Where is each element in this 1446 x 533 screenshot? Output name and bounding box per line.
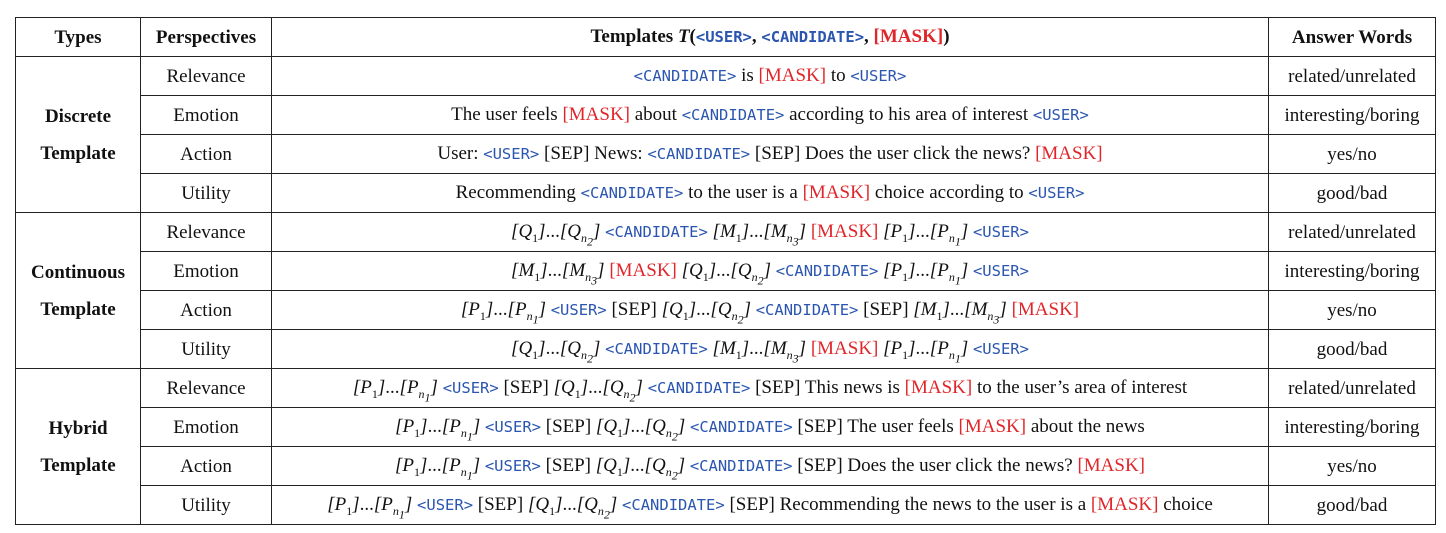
table-row (16, 96, 1436, 135)
user-token: <USER> (850, 67, 907, 85)
template-text: choice (1163, 494, 1213, 515)
template-cell (272, 291, 1269, 330)
template-cell (272, 330, 1269, 369)
prompt-p-range: $[P_1]...[P_{n_1}]$ (883, 221, 969, 249)
perspective-cell: Utility (141, 486, 272, 525)
template-text: about (634, 104, 677, 125)
mask-token: [MASK] (1035, 143, 1103, 164)
mask-token: [MASK] (904, 377, 973, 398)
prompt-q-range: $[Q_1]...[Q_{n_2}]$ (595, 416, 686, 444)
prompt-q-range: $[Q_1]...[Q_{n_2}]$ (511, 338, 601, 366)
candidate-token: <CANDIDATE> (755, 301, 859, 319)
template-text: [SEP] News: (544, 143, 643, 164)
template-cell (272, 213, 1269, 252)
prompt-q-range: $[Q_1]...[Q_{n_2}]$ (681, 260, 771, 288)
table-row (16, 447, 1436, 486)
prompt-p-range: $[P_1]...[P_{n_1}]$ (327, 494, 413, 522)
template-text: choice according to (874, 182, 1024, 203)
sep-token: [SEP] (863, 299, 909, 320)
user-token: <USER> (972, 340, 1029, 358)
template-text: about the news (1030, 416, 1145, 437)
answer-cell: interesting/boring (1269, 252, 1436, 291)
candidate-token: <CANDIDATE> (605, 223, 708, 241)
template-text: The user feels (451, 104, 558, 125)
type-label-line1: Continuous (31, 261, 125, 283)
user-token: <USER> (442, 379, 499, 397)
perspective-cell: Emotion (141, 96, 272, 135)
header-templates (272, 18, 1269, 57)
template-text: [SEP] Recommending the news to the user is a (729, 494, 1087, 515)
header-close-paren: ) (943, 26, 950, 47)
template-text: User: (437, 143, 479, 164)
answer-cell: good/bad (1269, 174, 1436, 213)
header-types: Types (16, 18, 141, 57)
prompt-p-range: $[P_1]...[P_{n_1}]$ (883, 338, 969, 366)
user-token: <USER> (417, 496, 474, 514)
mask-token: [MASK] (1011, 299, 1080, 320)
mask-token: [MASK] (1077, 455, 1145, 476)
table-row (16, 486, 1436, 525)
answer-cell: related/unrelated (1269, 57, 1436, 96)
candidate-token: <CANDIDATE> (647, 379, 751, 397)
type-cell-discrete (16, 57, 141, 213)
table-row (16, 174, 1436, 213)
perspective-cell: Relevance (141, 57, 272, 96)
prompt-p-range: $[P_1]...[P_{n_1}]$ (460, 299, 546, 327)
candidate-token: <CANDIDATE> (605, 340, 708, 358)
template-text: [SEP] The user feels (797, 416, 954, 437)
mask-token: [MASK] (810, 338, 879, 359)
answer-cell: good/bad (1269, 486, 1436, 525)
user-token: <USER> (695, 28, 752, 46)
template-cell (272, 486, 1269, 525)
template-text: to (830, 65, 846, 86)
header-open-paren: ( (689, 26, 696, 47)
user-token: <USER> (1028, 184, 1085, 202)
user-token: <USER> (972, 262, 1029, 280)
table-row (16, 213, 1436, 252)
sep-token: [SEP] (611, 299, 657, 320)
prompt-q-range: $[Q_1]...[Q_{n_2}]$ (595, 455, 686, 483)
prompt-p-range: $[P_1]...[P_{n_1}]$ (395, 416, 481, 444)
mask-token: [MASK] (873, 26, 944, 47)
template-cell (272, 369, 1269, 408)
template-text: to the user is a (688, 182, 798, 203)
candidate-token: <CANDIDATE> (633, 67, 737, 85)
candidate-token: <CANDIDATE> (689, 457, 793, 475)
answer-cell: related/unrelated (1269, 369, 1436, 408)
template-cell (272, 96, 1269, 135)
mask-token: [MASK] (562, 104, 630, 125)
user-token: <USER> (485, 418, 541, 436)
mask-token: [MASK] (758, 65, 827, 86)
perspective-cell: Emotion (141, 408, 272, 447)
candidate-token: <CANDIDATE> (775, 262, 879, 280)
template-cell (272, 408, 1269, 447)
template-cell (272, 252, 1269, 291)
prompt-q-range: $[Q_1]...[Q_{n_2}]$ (527, 494, 618, 522)
perspective-cell: Action (141, 135, 272, 174)
prompt-q-range: $[Q_1]...[Q_{n_2}]$ (661, 299, 751, 327)
templates-table (15, 17, 1436, 525)
type-label-line2: Template (40, 454, 116, 476)
prompt-p-range: $[P_1]...[P_{n_1}]$ (883, 260, 969, 288)
prompt-m-range: $[M_1]...[M_{n_3}]$ (712, 221, 807, 249)
user-token: <USER> (1032, 106, 1089, 124)
answer-cell: yes/no (1269, 447, 1436, 486)
header-perspectives: Perspectives (141, 18, 272, 57)
perspective-cell: Emotion (141, 252, 272, 291)
answer-cell: interesting/boring (1269, 408, 1436, 447)
template-text: to the user’s area of interest (976, 377, 1188, 398)
candidate-token: <CANDIDATE> (690, 418, 793, 436)
template-cell (272, 447, 1269, 486)
candidate-token: <CANDIDATE> (622, 496, 725, 514)
table-row (16, 369, 1436, 408)
sep-token: [SEP] (477, 494, 524, 515)
template-cell (272, 174, 1269, 213)
mask-token: [MASK] (958, 416, 1027, 437)
header-comma: , (864, 26, 869, 47)
perspective-cell: Action (141, 291, 272, 330)
table-row (16, 330, 1436, 369)
perspective-cell: Action (141, 447, 272, 486)
template-text: according to his area of interest (789, 104, 1029, 125)
type-label-line1: Hybrid (48, 417, 108, 439)
header-answer-words: Answer Words (1269, 18, 1436, 57)
table-row (16, 252, 1436, 291)
prompt-m-range: $[M_1]...[M_{n_3}]$ (511, 260, 605, 288)
template-text: Recommending (455, 182, 576, 203)
table-row (16, 57, 1436, 96)
user-token: <USER> (483, 145, 540, 163)
prompt-p-range: $[P_1]...[P_{n_1}]$ (395, 455, 481, 483)
user-token: <USER> (484, 457, 541, 475)
user-token: <USER> (550, 301, 607, 319)
prompt-m-range: $[M_1]...[M_{n_3}]$ (712, 338, 807, 366)
answer-cell: good/bad (1269, 330, 1436, 369)
answer-cell: yes/no (1269, 291, 1436, 330)
template-text: [SEP] Does the user click the news? (797, 455, 1073, 476)
mask-token: [MASK] (1090, 494, 1159, 515)
table-row (16, 135, 1436, 174)
table-row (16, 291, 1436, 330)
perspective-cell: Relevance (141, 369, 272, 408)
answer-cell: yes/no (1269, 135, 1436, 174)
candidate-token: <CANDIDATE> (647, 145, 751, 163)
answer-cell: related/unrelated (1269, 213, 1436, 252)
answer-cell: interesting/boring (1269, 96, 1436, 135)
table-row (16, 408, 1436, 447)
mask-token: [MASK] (802, 182, 871, 203)
header-comma: , (751, 26, 757, 47)
mask-token: [MASK] (609, 260, 677, 281)
sep-token: [SEP] (545, 416, 592, 437)
perspective-cell: Relevance (141, 213, 272, 252)
user-token: <USER> (972, 223, 1029, 241)
type-cell-hybrid (16, 369, 141, 525)
sep-token: [SEP] (545, 455, 591, 476)
candidate-token: <CANDIDATE> (681, 106, 785, 124)
prompt-q-range: $[Q_1]...[Q_{n_2}]$ (511, 221, 601, 249)
header-row (16, 18, 1436, 57)
template-text: is (741, 65, 754, 86)
prompt-p-range: $[P_1]...[P_{n_1}]$ (352, 377, 438, 405)
template-text: [SEP] This news is (755, 377, 900, 398)
mask-token: [MASK] (810, 221, 879, 242)
header-templates-prefix: Templates (590, 26, 674, 47)
template-cell (272, 135, 1269, 174)
template-text: [SEP] Does the user click the news? (754, 143, 1031, 164)
candidate-token: <CANDIDATE> (761, 28, 865, 46)
candidate-token: <CANDIDATE> (580, 184, 684, 202)
type-label-line2: Template (40, 298, 116, 320)
header-templates-T: T (677, 26, 690, 47)
perspective-cell: Utility (141, 330, 272, 369)
template-cell (272, 57, 1269, 96)
type-label-line2: Template (40, 142, 116, 164)
type-label-line1: Discrete (44, 105, 112, 127)
type-cell-continuous (16, 213, 141, 369)
prompt-q-range: $[Q_1]...[Q_{n_2}]$ (553, 377, 643, 405)
prompt-m-range: $[M_1]...[M_{n_3}]$ (913, 299, 1007, 327)
sep-token: [SEP] (503, 377, 549, 398)
perspective-cell: Utility (141, 174, 272, 213)
